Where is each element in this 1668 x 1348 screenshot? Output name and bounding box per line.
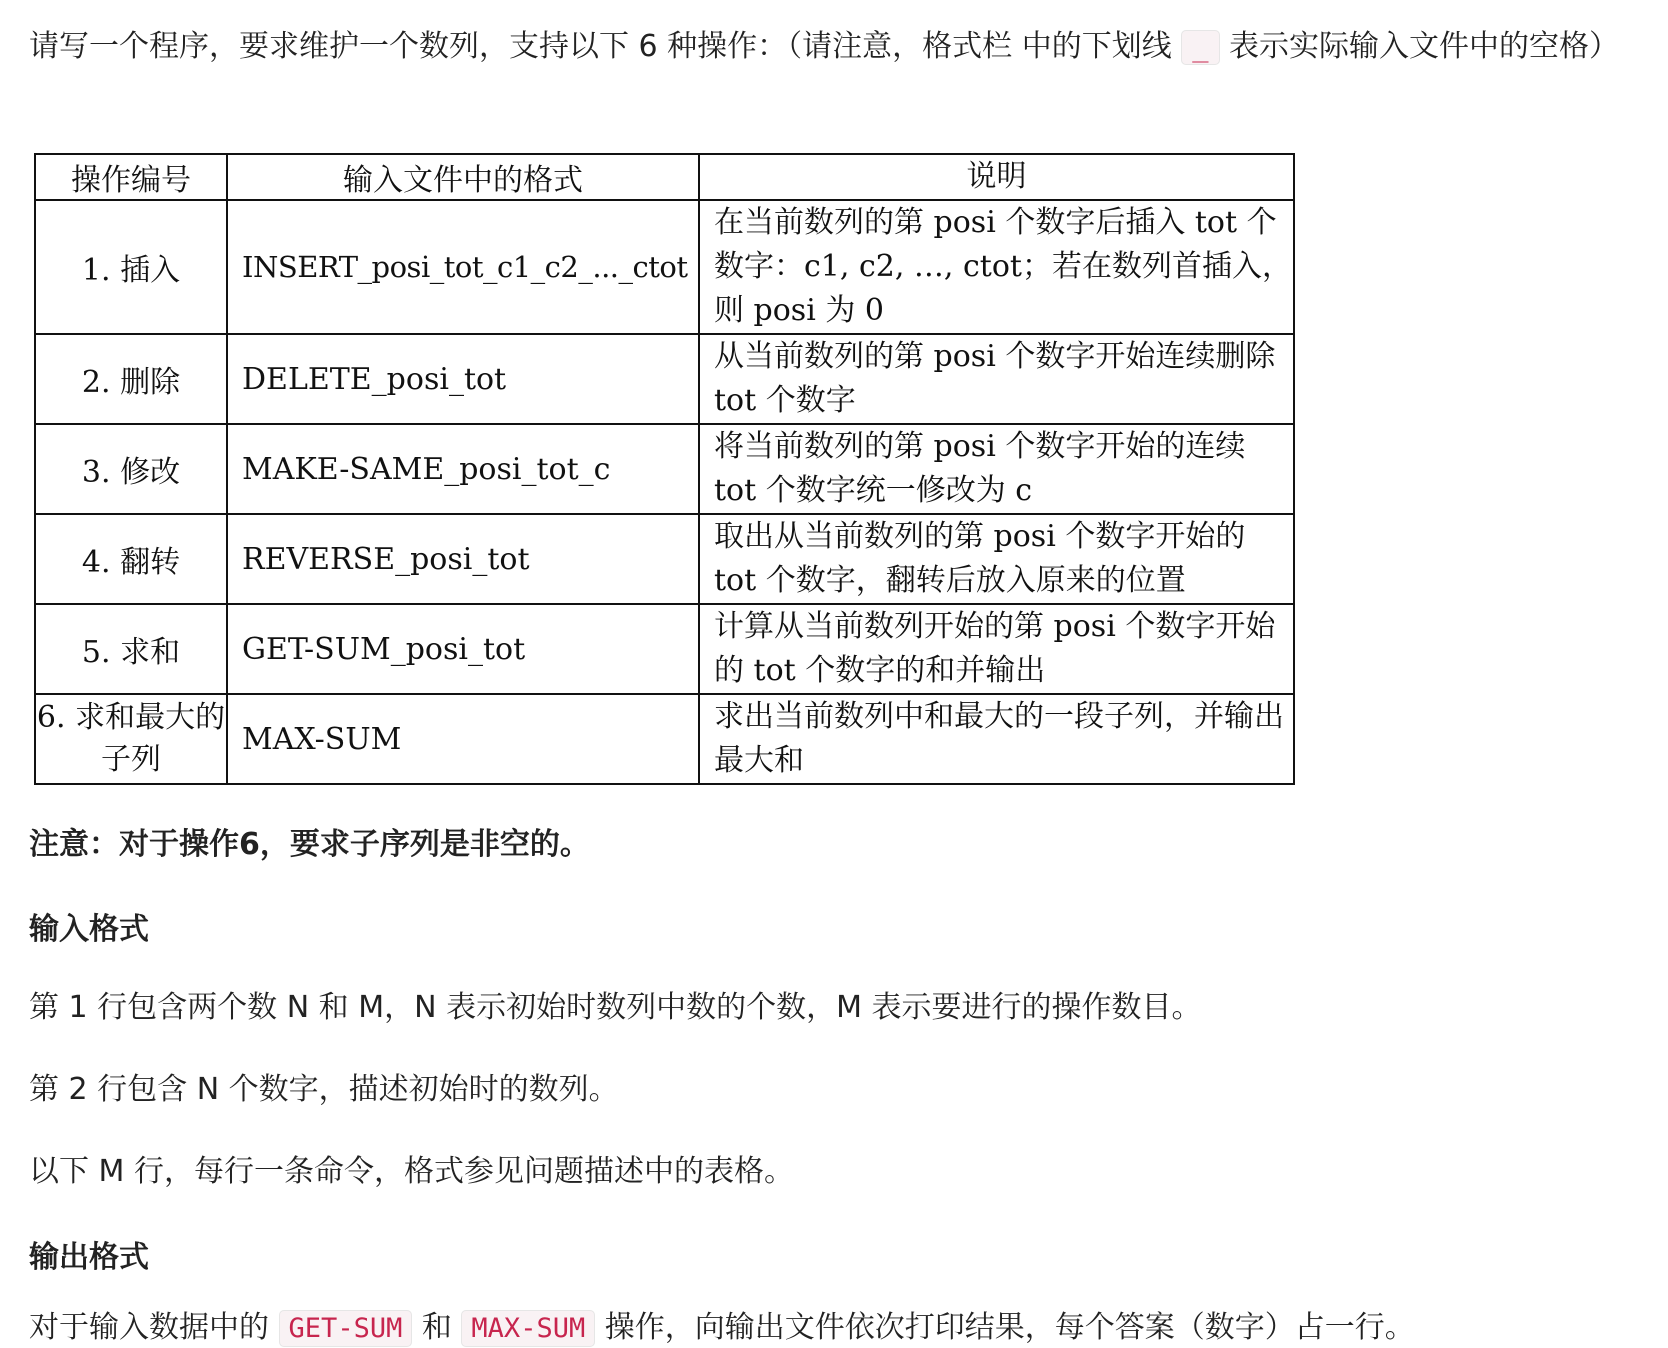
max-sum-code: MAX-SUM [461,1310,595,1347]
table-row [35,334,1294,424]
output-text-before: 对于输入数据中的 [29,1310,279,1345]
table-header-row [35,154,1294,200]
output-format-line [29,1302,1415,1346]
op-cell: 4. 翻转 [35,514,227,604]
note-text: 注意：对于操作6，要求子序列是非空的。 [29,827,590,862]
op-cell: 6. 求和最大的子列 [35,694,227,784]
input-format-line-3: 以下 M 行，每行一条命令，格式参见问题描述中的表格。 [29,1154,794,1189]
desc-cell: 从当前数列的第 posi 个数字开始连续删除 tot 个数字 [699,334,1294,424]
table-row [35,694,1294,784]
output-format-heading: 输出格式 [29,1240,149,1275]
problem-statement [29,22,1649,1345]
format-cell: REVERSE_posi_tot [227,514,699,604]
desc-cell: 在当前数列的第 posi 个数字后插入 tot 个数字：c1, c2, …, ctot；若在数列首插入，则 posi 为 0 [699,200,1294,334]
op-cell: 5. 求和 [35,604,227,694]
underscore-code: _ [1181,30,1219,65]
header-description: 说明 [699,154,1294,200]
output-text-middle: 和 [412,1310,462,1345]
desc-cell: 取出从当前数列的第 posi 个数字开始的 tot 个数字，翻转后放入原来的位置 [699,514,1294,604]
op-cell: 3. 修改 [35,424,227,514]
format-text: INSERT_posi_tot_c1_c2_..._ctot [242,249,688,284]
input-format-line-2: 第 2 行包含 N 个数字，描述初始时的数列。 [29,1072,619,1107]
intro-text-end: 表示实际输入文件中的空格） [1219,29,1620,64]
format-cell: DELETE_posi_tot [227,334,699,424]
format-cell: MAKE-SAME_posi_tot_c [227,424,699,514]
format-cell: MAX-SUM [227,694,699,784]
get-sum-code: GET-SUM [279,1310,413,1347]
table-row [35,200,1294,334]
output-text-after: 操作，向输出文件依次打印结果，每个答案（数字）占一行。 [595,1310,1415,1345]
op-cell: 2. 删除 [35,334,227,424]
input-format-heading: 输入格式 [29,912,149,947]
format-cell: GET-SUM_posi_tot [227,604,699,694]
input-format-line-1: 第 1 行包含两个数 N 和 M，N 表示初始时数列中数的个数，M 表示要进行的操作数目。 [29,990,1202,1025]
operations-table [34,153,1295,785]
desc-cell: 求出当前数列中和最大的一段子列，并输出最大和 [699,694,1294,784]
header-input-format: 输入文件中的格式 [227,154,699,200]
op-cell: 1. 插入 [35,200,227,334]
intro-text: 请写一个程序，要求维护一个数列，支持以下 6 种操作：（请注意，格式栏 中的下划线 [29,29,1182,64]
table-row [35,604,1294,694]
desc-cell: 将当前数列的第 posi 个数字开始的连续 tot 个数字统一修改为 c [699,424,1294,514]
format-cell [227,200,699,334]
header-op-number: 操作编号 [35,154,227,200]
table-row [35,424,1294,514]
desc-cell: 计算从当前数列开始的第 posi 个数字开始的 tot 个数字的和并输出 [699,604,1294,694]
table-row [35,514,1294,604]
intro-paragraph [29,22,1649,73]
